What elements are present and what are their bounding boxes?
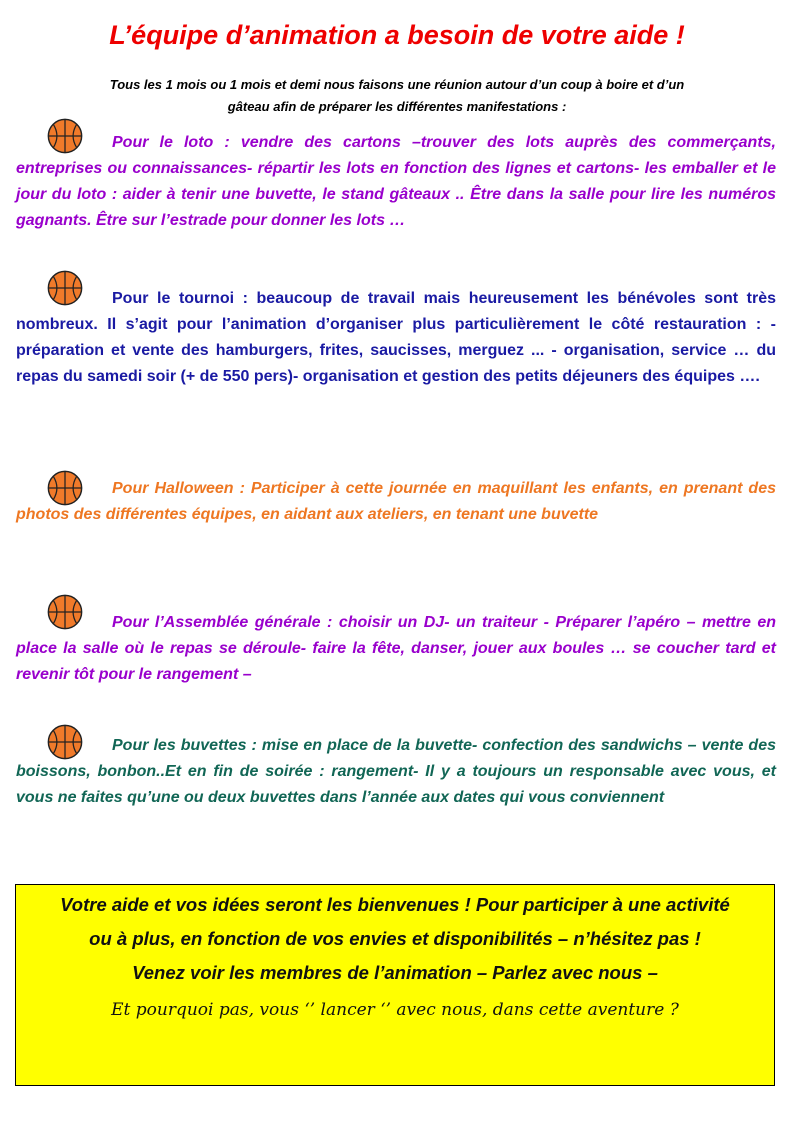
- section-buvettes-text: Pour les buvettes : mise en place de la buvette- confection des sandwichs – vente des boissons, bonbon..Et en fin de soirée : rangement- Il y a toujours un responsable avec vous, et vous ne faites qu’une ou deux buvettes dans l’année aux dates qui vous conviennent: [16, 737, 776, 806]
- intro-text: [20, 74, 774, 118]
- intro-line-1: Tous les 1 mois ou 1 mois et demi nous faisons une réunion autour d’un coup à boire et d’un: [109, 77, 685, 92]
- cta-line-2: ou à plus, en fonction de vos envies et disponibilités – n’hésitez pas !: [89, 928, 701, 949]
- cta-line-4: Et pourquoi pas, vous ‘’ lancer ‘’ avec nous, dans cette aventure ?: [111, 1000, 679, 1020]
- section-assemblee-text: Pour l’Assemblée générale : choisir un DJ- un traiteur - Préparer l’apéro – mettre en place la salle où le repas se déroule- faire la fête, danser, jouer aux boules … se coucher tard et revenir tôt pour le rangement –: [16, 614, 776, 683]
- cta-line-3: Venez voir les membres de l’animation – Parlez avec nous –: [132, 962, 658, 983]
- section-tournoi-text: Pour le tournoi : beaucoup de travail mais heureusement les bénévoles sont très nombreux. Il s’agit pour l’animation d’organiser plus particulièrement le côté restauration : -préparation et vente des hamburgers, frites, saucisses, merguez ... - organisation, service … du repas du samedi soir (+ de 550 pers)- organisation et gestion des petits déjeuners des équipes ….: [16, 290, 776, 385]
- section-tournoi: [16, 286, 776, 390]
- section-assemblee: [16, 610, 776, 688]
- section-halloween-text: Pour Halloween : Participer à cette journée en maquillant les enfants, en prenant des photos des différentes équipes, en aidant aux ateliers, en tenant une buvette: [16, 480, 776, 523]
- intro-line-2: gâteau afin de préparer les différentes manifestations :: [227, 99, 567, 114]
- section-buvettes: [16, 733, 776, 811]
- section-loto-text: Pour le loto : vendre des cartons –trouver des lots auprès des commerçants, entreprises ou connaissances- répartir les lots en fonction des lignes et cartons- les emballer et le jour du loto : aider à tenir une buvette, le stand gâteaux .. Être dans la salle pour lire les numéros gagnants. Être sur l’estrade pour donner les lots …: [16, 134, 776, 229]
- section-halloween: [16, 476, 776, 528]
- page-title: L’équipe d’animation a besoin de votre aide !: [109, 20, 685, 50]
- call-to-action-box: [15, 884, 775, 1086]
- cta-line-1: Votre aide et vos idées seront les bienvenues ! Pour participer à une activité: [60, 894, 730, 915]
- section-loto: [16, 130, 776, 234]
